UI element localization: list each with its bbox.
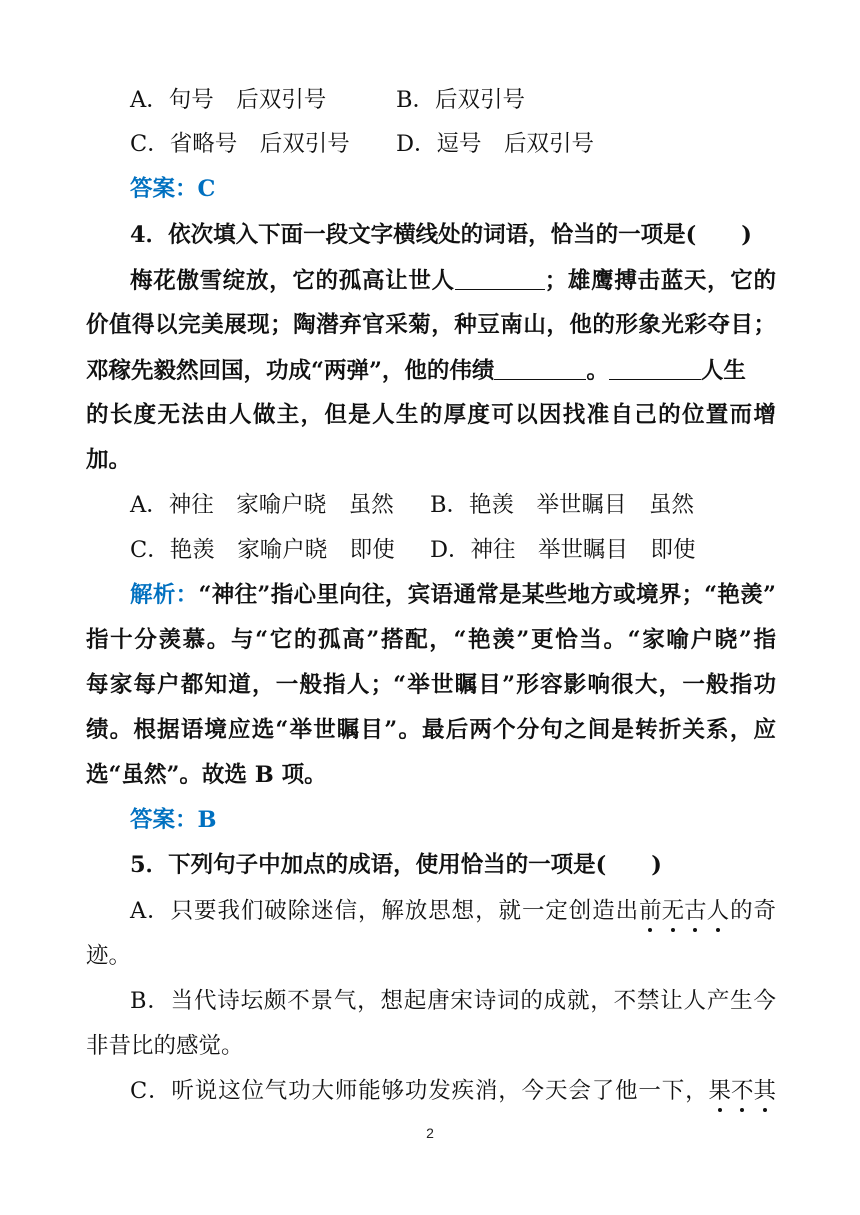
q4-option-d: D．神往 举世瞩目 即使	[430, 537, 696, 563]
q4-passage-line-3: 邓稼先毅然回国，功成“两弹”，他的伟绩 。 人生	[86, 355, 776, 387]
q3-option-a: A．句号 后双引号	[130, 87, 327, 113]
answer-value: C	[197, 176, 216, 202]
q5-option-b-line-1: B．当代诗坛颇不景气，想起唐宋诗词的成就，不禁让人产生今	[130, 988, 776, 1014]
q4-analysis-line-2: 指十分羡慕。与“它的孤高”搭配，“艳羡”更恰当。“家喻户晓”指	[86, 627, 776, 653]
q3-options-row-1	[130, 85, 776, 117]
q4-passage-line-5: 加。	[86, 447, 132, 473]
analysis-label: 解析：	[130, 582, 199, 608]
dotted-idiom-c	[708, 1078, 776, 1104]
fill-blank-2	[494, 355, 586, 380]
dotted-char: 其	[753, 1078, 776, 1104]
dotted-char: 不	[730, 1078, 754, 1104]
q3-answer	[130, 174, 776, 206]
answer-value: B	[197, 807, 217, 833]
q4-analysis-line-4: 绩。根据语境应选“举世瞩目”。最后两个分句之间是转折关系，应	[86, 717, 776, 743]
q5-stem: 5．下列句子中加点的成语，使用恰当的一项是( )	[130, 852, 662, 878]
fill-blank-3	[609, 355, 701, 380]
q4-option-a: A．神往 家喻户晓 虽然	[130, 492, 394, 518]
dotted-char: 前	[639, 898, 662, 924]
q5-option-a-line-1: A．只要我们破除迷信，解放思想，就一定创造出前无古人的奇	[130, 898, 776, 924]
q3-option-d: D．逗号 后双引号	[396, 131, 595, 157]
q3-option-b: B．后双引号	[396, 87, 526, 113]
q3-option-c: C．省略号 后双引号	[130, 131, 350, 157]
q5-option-b-line-2: 非昔比的感觉。	[86, 1033, 244, 1059]
answer-label: 答案：	[130, 176, 198, 202]
q4-passage-line-2: 价值得以完美展现；陶潜弃官采菊，种豆南山，他的形象光彩夺目；	[86, 312, 776, 338]
dotted-char: 人	[706, 898, 730, 924]
q4-answer	[130, 805, 776, 837]
dotted-idiom-a	[639, 898, 729, 924]
q4-option-b: B．艳羡 举世瞩目 虽然	[430, 492, 695, 518]
q5-option-a-line-2: 迹。	[86, 943, 132, 969]
dotted-char: 古	[684, 898, 707, 924]
q4-passage-line-4: 的长度无法由人做主，但是人生的厚度可以因找准自己的位置而增	[86, 402, 776, 428]
q4-analysis-line-1: 解析：“神往”指心里向往，宾语通常是某些地方或境界；“艳羡”	[130, 582, 776, 608]
q4-stem: 4．依次填入下面一段文字横线处的词语，恰当的一项是( )	[130, 222, 752, 248]
q4-analysis-line-5: 选“虽然”。故选 B 项。	[86, 762, 327, 788]
page-number: 2	[426, 1125, 434, 1141]
q5-option-c-line-1: C．听说这位气功大师能够功发疾消，今天会了他一下，果不其	[130, 1078, 776, 1104]
answer-label: 答案：	[130, 807, 198, 833]
q3-options-row-2	[130, 129, 776, 161]
dotted-char: 果	[708, 1078, 731, 1104]
q4-option-c: C．艳羡 家喻户晓 即使	[130, 537, 395, 563]
dotted-char: 无	[661, 898, 685, 924]
fill-blank-1	[455, 265, 545, 290]
q4-options-row-2	[130, 535, 776, 567]
q4-passage-line-1: 梅花傲雪绽放，它的孤高让世人 ；雄鹰搏击蓝天，它的	[130, 265, 776, 297]
q4-options-row-1	[130, 490, 776, 522]
q4-analysis-line-3: 每家每户都知道，一般指人；“举世瞩目”形容影响很大，一般指功	[86, 672, 776, 698]
